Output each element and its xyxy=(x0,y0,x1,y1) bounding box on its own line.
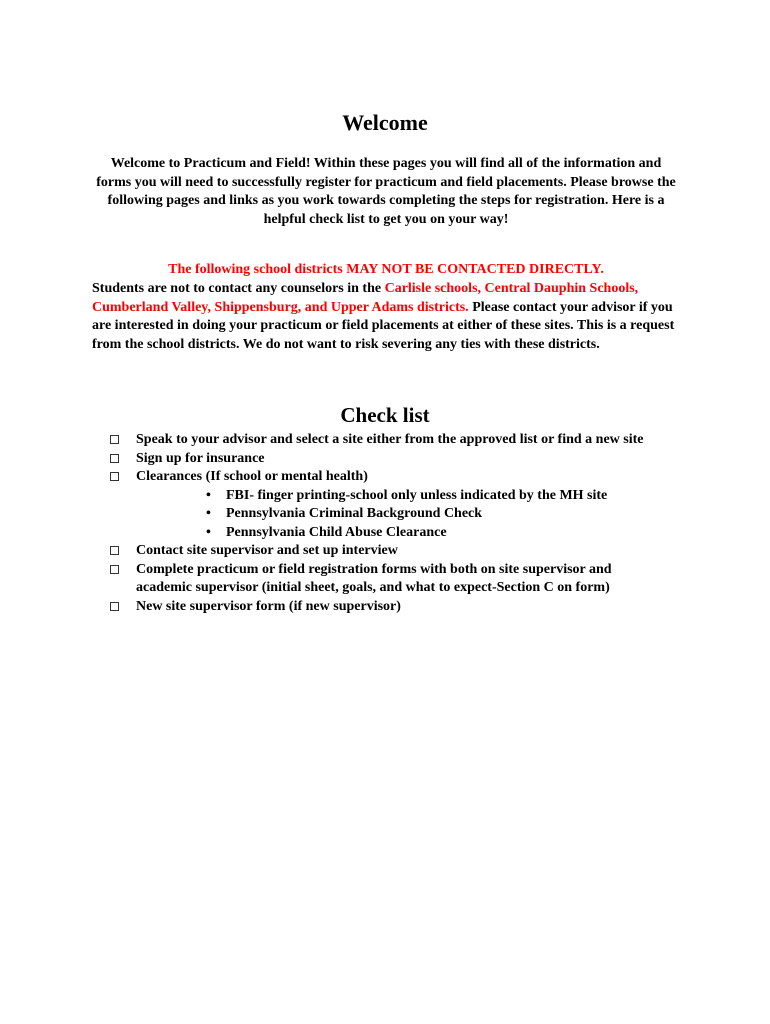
checklist-item-text: New site supervisor form (if new supervisor) xyxy=(136,598,401,614)
warning-paragraph xyxy=(92,280,680,354)
intro-paragraph: Welcome to Practicum and Field! Within these pages you will find all of the information and forms you will need to successfully register for practicum and field placements. Please browse the following pages and links as you work towards completing the steps for registration. Here is a helpful check list to get you on your way! xyxy=(96,156,676,227)
checklist xyxy=(110,431,670,616)
checklist-item-text: Contact site supervisor and set up interview xyxy=(136,543,398,558)
sublist-item-text: Pennsylvania Criminal Background Check xyxy=(226,506,483,521)
sublist-item xyxy=(204,505,670,524)
checkbox-icon[interactable] xyxy=(110,435,119,444)
warning-heading: The following school districts MAY NOT BE CONTACTED DIRECTLY. xyxy=(168,262,604,277)
checklist-item xyxy=(110,468,670,487)
clearances-sublist-wrapper xyxy=(110,487,670,543)
warning-text-pre: Students are not to contact any counselors in the xyxy=(92,281,385,296)
checklist-item xyxy=(110,450,670,469)
warning-text-post: Please contact your advisor if you are interested in doing your practicum or field placements at either of these sites. This is a request from the school districts. We do not want to risk severing any ties with these districts. xyxy=(92,299,675,352)
checklist-item-text: Complete practicum or field registration forms with both on site supervisor and academic supervisor (initial sheet, goals, and what to expect-Section C on form) xyxy=(136,561,612,595)
checklist-item xyxy=(110,542,670,561)
sublist-item-text: Pennsylvania Child Abuse Clearance xyxy=(226,524,447,540)
checkbox-icon[interactable] xyxy=(110,602,119,611)
checkbox-icon[interactable] xyxy=(110,565,119,574)
sublist-item-text: FBI- finger printing-school only unless indicated by the MH site xyxy=(226,487,608,503)
checkbox-icon[interactable] xyxy=(110,454,119,463)
checkbox-icon[interactable] xyxy=(110,472,119,481)
restricted-districts: Carlisle schools, Central Dauphin Schools, Cumberland Valley, Shippensburg, and Upper Adams districts. xyxy=(92,281,639,315)
checkbox-icon[interactable] xyxy=(110,546,119,555)
sublist-item xyxy=(204,487,670,506)
bullet-icon: • xyxy=(206,506,211,521)
checklist-item-text: Clearances (If school or mental health) xyxy=(136,469,368,484)
checklist-item xyxy=(110,431,670,450)
checklist-item-text: Speak to your advisor and select a site either from the approved list or find a new site xyxy=(136,432,644,447)
checklist-item xyxy=(110,598,670,617)
clearances-sublist xyxy=(110,487,670,543)
checklist-item-text: Sign up for insurance xyxy=(136,450,265,466)
checklist-item xyxy=(110,561,670,598)
bullet-icon: • xyxy=(206,524,211,540)
checklist-heading: Check list xyxy=(340,403,430,427)
page-title: Welcome xyxy=(342,110,428,135)
bullet-icon: • xyxy=(206,487,211,503)
sublist-item xyxy=(204,524,670,543)
